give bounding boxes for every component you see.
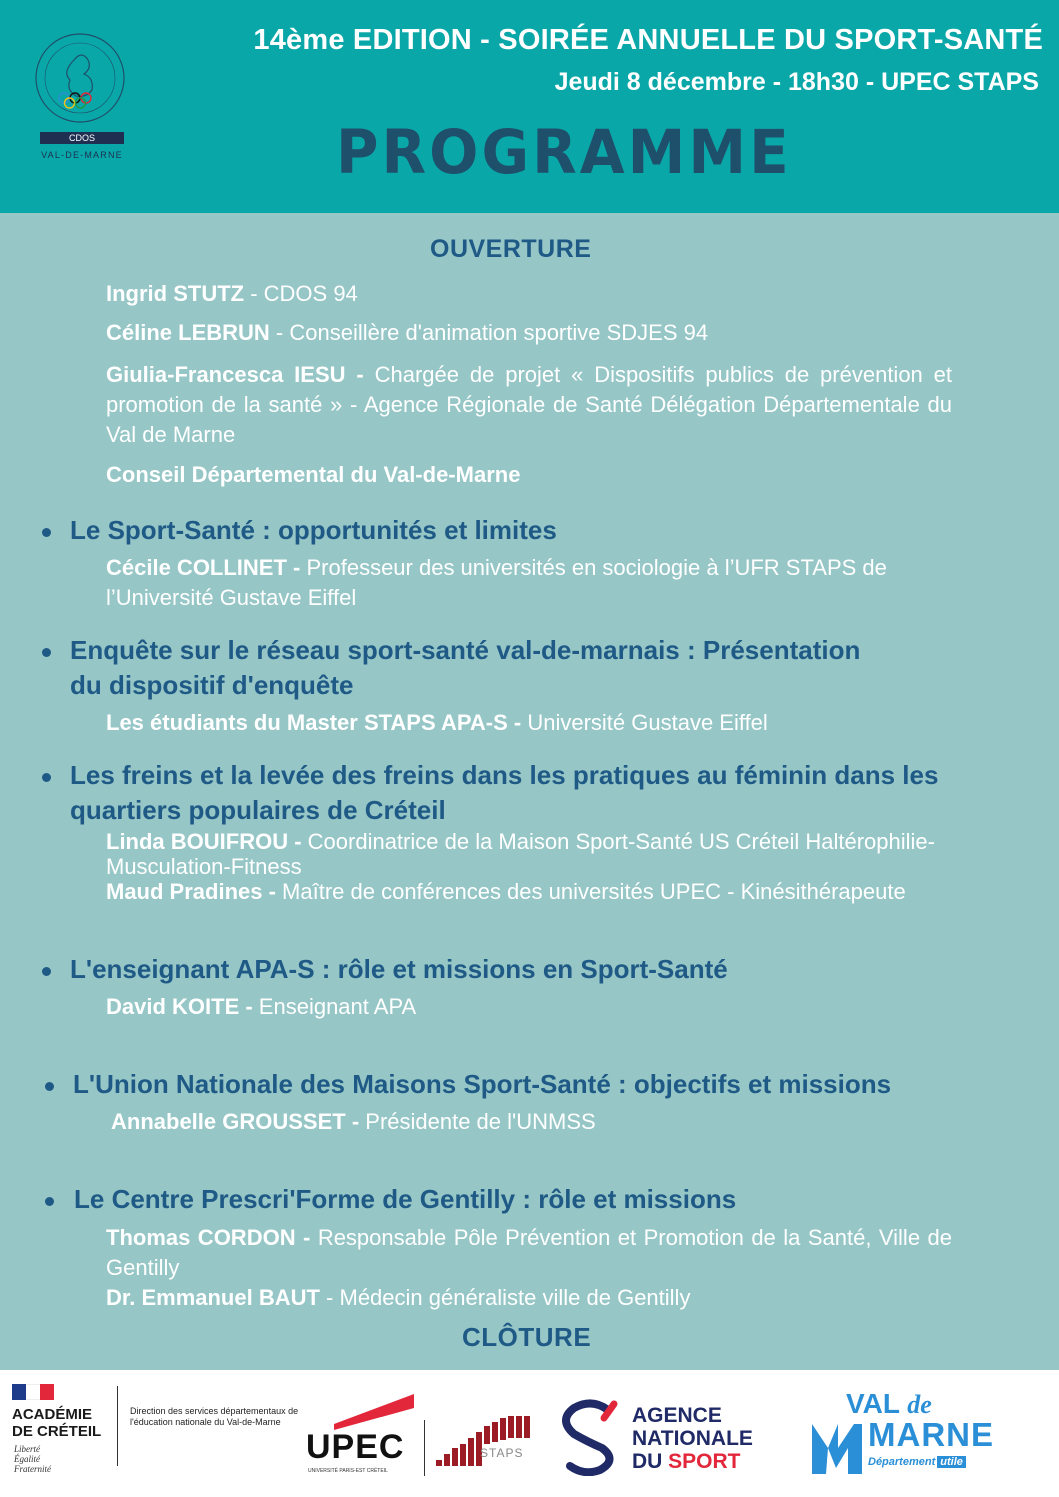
speaker-role: Coordinatrice de la Maison Sport-Santé US Créteil Haltérophilie-Musculation-Fitness bbox=[106, 829, 935, 879]
speaker-name: Ingrid STUTZ bbox=[106, 281, 245, 306]
motto-egalite: Égalité bbox=[14, 1454, 40, 1464]
speaker-name: David KOITE - bbox=[106, 994, 259, 1019]
section-title-cloture: CLÔTURE bbox=[462, 1322, 592, 1352]
programme-heading: PROGRAMME bbox=[336, 116, 792, 188]
speaker-line bbox=[106, 879, 906, 904]
vdm-departement: Département bbox=[868, 1456, 936, 1468]
vdm-val: VAL bbox=[846, 1388, 900, 1419]
bullet-dot bbox=[42, 648, 51, 657]
cdos-logo bbox=[22, 30, 140, 165]
footer-logos bbox=[0, 1370, 1059, 1497]
topic-title: Enquête sur le réseau sport-santé val-de-marnais : Présentation du dispositif d'enquête bbox=[70, 635, 861, 700]
topic-title: L'Union Nationale des Maisons Sport-Santé : objectifs et missions bbox=[73, 1069, 892, 1099]
speaker-role: Chargée de projet « Dispositifs publics de prévention et promotion de la santé » - Agence Régionale de Santé Délégation Départementale du Val de Marne bbox=[106, 362, 953, 447]
svg-text:VAL-DE-MARNE: VAL-DE-MARNE bbox=[41, 150, 123, 160]
topic-title: Le Sport-Santé : opportunités et limites bbox=[70, 515, 557, 545]
ans-line2: NATIONALE bbox=[632, 1427, 753, 1450]
speaker-line bbox=[111, 1107, 596, 1137]
speaker-line bbox=[106, 1223, 952, 1283]
upec-word: UPEC bbox=[306, 1428, 405, 1466]
section-title-ouverture: OUVERTURE bbox=[430, 235, 592, 263]
upec-logo bbox=[306, 1390, 416, 1480]
speaker-role: - CDOS 94 bbox=[244, 281, 358, 306]
speaker-role: Responsable Pôle Prévention et Promotion de la Santé, Ville de Gentilly bbox=[106, 1225, 952, 1280]
speaker-name: Maud Pradines - bbox=[106, 879, 283, 904]
speaker-line bbox=[106, 1283, 690, 1313]
speaker-name: Conseil Départemental du Val-de-Marne bbox=[106, 462, 521, 487]
speaker-role: Enseignant APA bbox=[258, 994, 417, 1019]
bullet-dot bbox=[45, 1197, 54, 1206]
ans-s-icon bbox=[556, 1396, 626, 1476]
speaker-line bbox=[106, 708, 768, 738]
motto-liberte: Liberté bbox=[14, 1444, 40, 1454]
bullet-dot bbox=[42, 773, 51, 782]
speaker-role: - Conseillère d'animation sportive SDJES 94 bbox=[269, 320, 709, 345]
agence-nationale-sport-logo bbox=[556, 1396, 786, 1476]
academie-name-line1: ACADÉMIE bbox=[12, 1406, 93, 1423]
speaker-name: Thomas CORDON - bbox=[106, 1225, 318, 1250]
bullet-dot bbox=[45, 1082, 54, 1091]
topic-title: Les freins et la levée des freins dans les pratiques au féminin dans les quartiers populaires de Créteil bbox=[70, 760, 939, 825]
speaker-role: Université Gustave Eiffel bbox=[527, 710, 768, 735]
sess-staps-logo bbox=[434, 1414, 534, 1470]
speaker-line bbox=[106, 279, 358, 309]
speaker-role: Professeur des universités en sociologie à l’UFR STAPS de l’Université Gustave Eiffel bbox=[106, 555, 887, 610]
speaker-name: Annabelle GROUSSET - bbox=[111, 1109, 366, 1134]
academie-direction: Direction des services départementaux de l'éducation nationale du Val-de-Marne bbox=[130, 1406, 299, 1427]
event-title: 14ème EDITION - SOIRÉE ANNUELLE DU SPORT-SANTÉ bbox=[253, 24, 1043, 56]
topic-title: Le Centre Prescri'Forme de Gentilly : rôle et missions bbox=[74, 1184, 737, 1214]
divider bbox=[424, 1420, 425, 1476]
ans-line3a: DU bbox=[632, 1450, 669, 1473]
speaker-line bbox=[106, 992, 416, 1022]
motto-fraternite: Fraternité bbox=[14, 1464, 51, 1474]
event-date-location: Jeudi 8 décembre - 18h30 - UPEC STAPS bbox=[554, 68, 1039, 96]
speaker-line bbox=[106, 360, 952, 450]
speaker-line bbox=[106, 829, 976, 879]
val-de-marne-logo bbox=[808, 1388, 1008, 1484]
vdm-m-icon bbox=[808, 1418, 866, 1478]
speaker-line bbox=[106, 318, 708, 348]
vdm-utile: utile bbox=[937, 1456, 966, 1468]
sess-bars-icon bbox=[434, 1414, 534, 1470]
speaker-name: Cécile COLLINET - bbox=[106, 555, 307, 580]
vdm-marne: MARNE bbox=[868, 1416, 994, 1453]
sess-text: STAPS bbox=[480, 1446, 524, 1460]
divider bbox=[117, 1386, 118, 1466]
speaker-name: Dr. Emmanuel BAUT bbox=[106, 1285, 320, 1310]
upec-subtitle: UNIVERSITÉ PARIS-EST CRÉTEIL bbox=[308, 1468, 388, 1474]
speaker-name: Giulia-Francesca IESU - bbox=[106, 362, 375, 387]
speaker-line bbox=[106, 553, 936, 613]
french-flag-icon bbox=[12, 1384, 54, 1400]
speaker-line bbox=[106, 460, 520, 490]
speaker-name: Les étudiants du Master STAPS APA-S - bbox=[106, 710, 528, 735]
svg-text:CDOS: CDOS bbox=[68, 133, 96, 143]
bullet-dot bbox=[42, 528, 51, 537]
ans-line1: AGENCE bbox=[632, 1404, 722, 1427]
bullet-dot bbox=[42, 967, 51, 976]
ans-line3b: SPORT bbox=[668, 1450, 741, 1473]
speaker-role: Maître de conférences des universités UPEC - Kinésithérapeute bbox=[282, 879, 906, 904]
speaker-name: Linda BOUIFROU - bbox=[106, 829, 308, 854]
speaker-name: Céline LEBRUN bbox=[106, 320, 270, 345]
speaker-role: Présidente de l'UNMSS bbox=[365, 1109, 596, 1134]
topic-title: L'enseignant APA-S : rôle et missions en Sport-Santé bbox=[70, 954, 728, 984]
speaker-role: - Médecin généraliste ville de Gentilly bbox=[319, 1285, 691, 1310]
upec-red-shape-icon bbox=[306, 1390, 416, 1430]
header-banner bbox=[0, 0, 1059, 213]
vdm-de: de bbox=[907, 1390, 932, 1419]
academie-name-line2: DE CRÉTEIL bbox=[12, 1423, 102, 1440]
